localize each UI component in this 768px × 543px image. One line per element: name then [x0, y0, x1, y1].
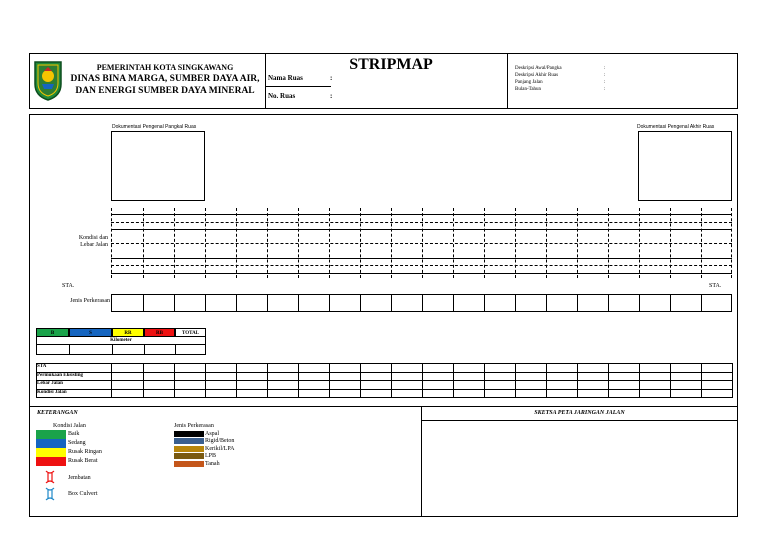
kondisi-line-1: Kondisi dan [78, 235, 108, 241]
road-sta-tick [236, 208, 237, 278]
jenis-label-aspal: Aspal [205, 431, 219, 437]
jenis-chip-rigid [174, 438, 204, 444]
data-table-col-line [391, 363, 392, 398]
jenis-cell-divider [143, 294, 144, 312]
info-label-1: Deskripsi Awal/Pangka [515, 66, 562, 71]
org-line-1: PEMERINTAH KOTA SINGKAWANG [96, 63, 234, 72]
photo-start-label: Dokumentasi Pengenal Pangkal Ruas [112, 124, 197, 130]
jenis-chip-tanah [174, 461, 204, 467]
kondisi-label [60, 235, 108, 249]
legend-title: KETERANGAN [37, 410, 78, 416]
road-sta-tick [391, 208, 392, 278]
box-culvert-icon [44, 487, 56, 501]
road-sta-tick [422, 208, 423, 278]
summary-subheader: Kilometer [36, 337, 206, 345]
info-label-2: Deskripsi Akhir Ruas [515, 73, 559, 78]
info-label-3: Panjang Jalan [515, 80, 543, 85]
road-sta-tick [484, 208, 485, 278]
jenis-cell-divider [608, 294, 609, 312]
road-sta-tick [267, 208, 268, 278]
kondisi-label-rr: Rusak Ringan [68, 449, 102, 455]
data-table-row-line [36, 389, 733, 390]
road-sta-tick [453, 208, 454, 278]
kondisi-label-baik: Baik [68, 431, 80, 437]
summary-value-row [36, 345, 206, 355]
sta-right-label: STA. [709, 283, 722, 289]
summary-header-s: S [69, 328, 112, 337]
data-table-col-line [515, 363, 516, 398]
jenis-cell-divider [515, 294, 516, 312]
sketch-title: SKETSA PETA JARINGAN JALAN [534, 410, 625, 416]
jenis-cell-divider [577, 294, 578, 312]
nama-ruas-label: Nama Ruas [268, 74, 303, 82]
kondisi-label-rb: Rusak Berat [68, 458, 98, 464]
info-block [515, 66, 715, 94]
org-line-3: DAN ENERGI SUMBER DAYA MINERAL [75, 86, 255, 96]
nama-ruas-colon: : [330, 74, 333, 82]
legend-divider [421, 406, 422, 517]
jenis-label-tanah: Tanah [205, 461, 220, 467]
org-line-2: DINAS BINA MARGA, SUMBER DAYA AIR, [70, 74, 260, 84]
header-divider-3 [265, 86, 331, 87]
data-table-row-line [36, 380, 733, 381]
summary-header-b: B [36, 328, 69, 337]
kondisi-line-2: Lebar Jalan [80, 242, 108, 248]
jenis-cell-divider [236, 294, 237, 312]
photo-end-label: Dokumentasi Pengenal Akhir Ruas [637, 124, 715, 130]
jenis-label-kerikil: Kerikil/LPA [205, 446, 235, 452]
data-table-col-line [267, 363, 268, 398]
jenis-label-rigid: Rigid/Beton [205, 438, 235, 444]
data-table-col-line [670, 363, 671, 398]
row-label-sta: STA [37, 364, 47, 369]
row-label-lebar: Lebar Jalan [37, 381, 63, 386]
jenis-label: Jenis Perkerasan [70, 298, 110, 304]
jembatan-label: Jembatan [68, 475, 91, 481]
row-label-kondisi: Kondisi Jalan [37, 390, 67, 395]
kondisi-label-sedang: Sedang [68, 440, 86, 446]
road-sta-tick [701, 208, 702, 278]
culvert-label: Box Culvert [68, 491, 98, 497]
data-table-col-line [577, 363, 578, 398]
data-table-col-line [236, 363, 237, 398]
header-divider-2 [507, 53, 508, 109]
road-sta-tick [546, 208, 547, 278]
kondisi-title: Kondisi Jalan [53, 423, 86, 429]
data-table-col-line [422, 363, 423, 398]
jenis-cell-divider [360, 294, 361, 312]
data-table-col-line [298, 363, 299, 398]
summary-header-rb: RB [144, 328, 175, 337]
info-label-4: Bulan-Tahun [515, 87, 542, 92]
road-sta-tick [111, 208, 112, 278]
data-table-col-line [174, 363, 175, 398]
sta-left-label: STA. [62, 283, 75, 289]
data-table-col-line [205, 363, 206, 398]
info-colon-2: : [604, 73, 606, 78]
road-sta-tick [515, 208, 516, 278]
jenis-title: Jenis Perkerasan [174, 423, 214, 429]
jenis-cell-divider [701, 294, 702, 312]
data-table-col-line [608, 363, 609, 398]
sketch-title-line [421, 420, 738, 421]
road-sta-tick [608, 208, 609, 278]
info-colon-3: : [604, 80, 606, 85]
jenis-cell-divider [391, 294, 392, 312]
road-sta-tick [174, 208, 175, 278]
data-table-col-line [453, 363, 454, 398]
road-sta-tick [205, 208, 206, 278]
jenis-chip-aspal [174, 431, 204, 437]
kondisi-chip-rr [36, 448, 66, 457]
jenis-cell-divider [639, 294, 640, 312]
road-sta-tick [329, 208, 330, 278]
row-label-permukaan: Permukaan Eksisting [37, 373, 83, 378]
stripmap-title: STRIPMAP [349, 56, 433, 73]
jenis-chip-kerikil [174, 446, 204, 452]
no-ruas-colon: : [330, 92, 333, 100]
jenis-cell-divider [484, 294, 485, 312]
data-table-col-line [701, 363, 702, 398]
jenis-cell-divider [329, 294, 330, 312]
data-table-col-line [639, 363, 640, 398]
kondisi-chip-baik [36, 430, 66, 439]
road-sta-tick [360, 208, 361, 278]
road-sta-tick [143, 208, 144, 278]
org-name [60, 63, 270, 97]
data-table-col-line [546, 363, 547, 398]
jenis-cell-divider [422, 294, 423, 312]
data-table-col-line [360, 363, 361, 398]
bridge-icon [44, 470, 56, 484]
legend-top-line [29, 406, 738, 407]
jenis-label-lpb: LPB [205, 453, 217, 459]
summary-header-total: TOTAL [175, 328, 206, 337]
summary-table [36, 328, 206, 356]
no-ruas-label: No. Ruas [268, 92, 296, 100]
jenis-cell-divider [205, 294, 206, 312]
photo-start-box [111, 131, 205, 201]
kondisi-chip-sedang [36, 439, 66, 448]
jenis-chip-lpb [174, 453, 204, 459]
info-colon-4: : [604, 87, 606, 92]
summary-header-rr: RR [112, 328, 144, 337]
jenis-cell-divider [670, 294, 671, 312]
info-colon-1: : [604, 66, 606, 71]
jenis-cell-divider [267, 294, 268, 312]
road-sta-tick [639, 208, 640, 278]
data-table-col-line [329, 363, 330, 398]
data-table-col-line [111, 363, 112, 398]
data-table-row-line [36, 372, 733, 373]
jenis-cell-divider [453, 294, 454, 312]
road-sta-tick [298, 208, 299, 278]
kondisi-chip-rb [36, 457, 66, 466]
jenis-cell-divider [546, 294, 547, 312]
photo-end-box [638, 131, 732, 201]
road-sta-tick [577, 208, 578, 278]
data-table-col-line [484, 363, 485, 398]
jenis-cell-divider [174, 294, 175, 312]
jenis-cell-divider [298, 294, 299, 312]
road-sta-tick [670, 208, 671, 278]
data-table-col-line [143, 363, 144, 398]
road-sta-tick [731, 208, 732, 278]
